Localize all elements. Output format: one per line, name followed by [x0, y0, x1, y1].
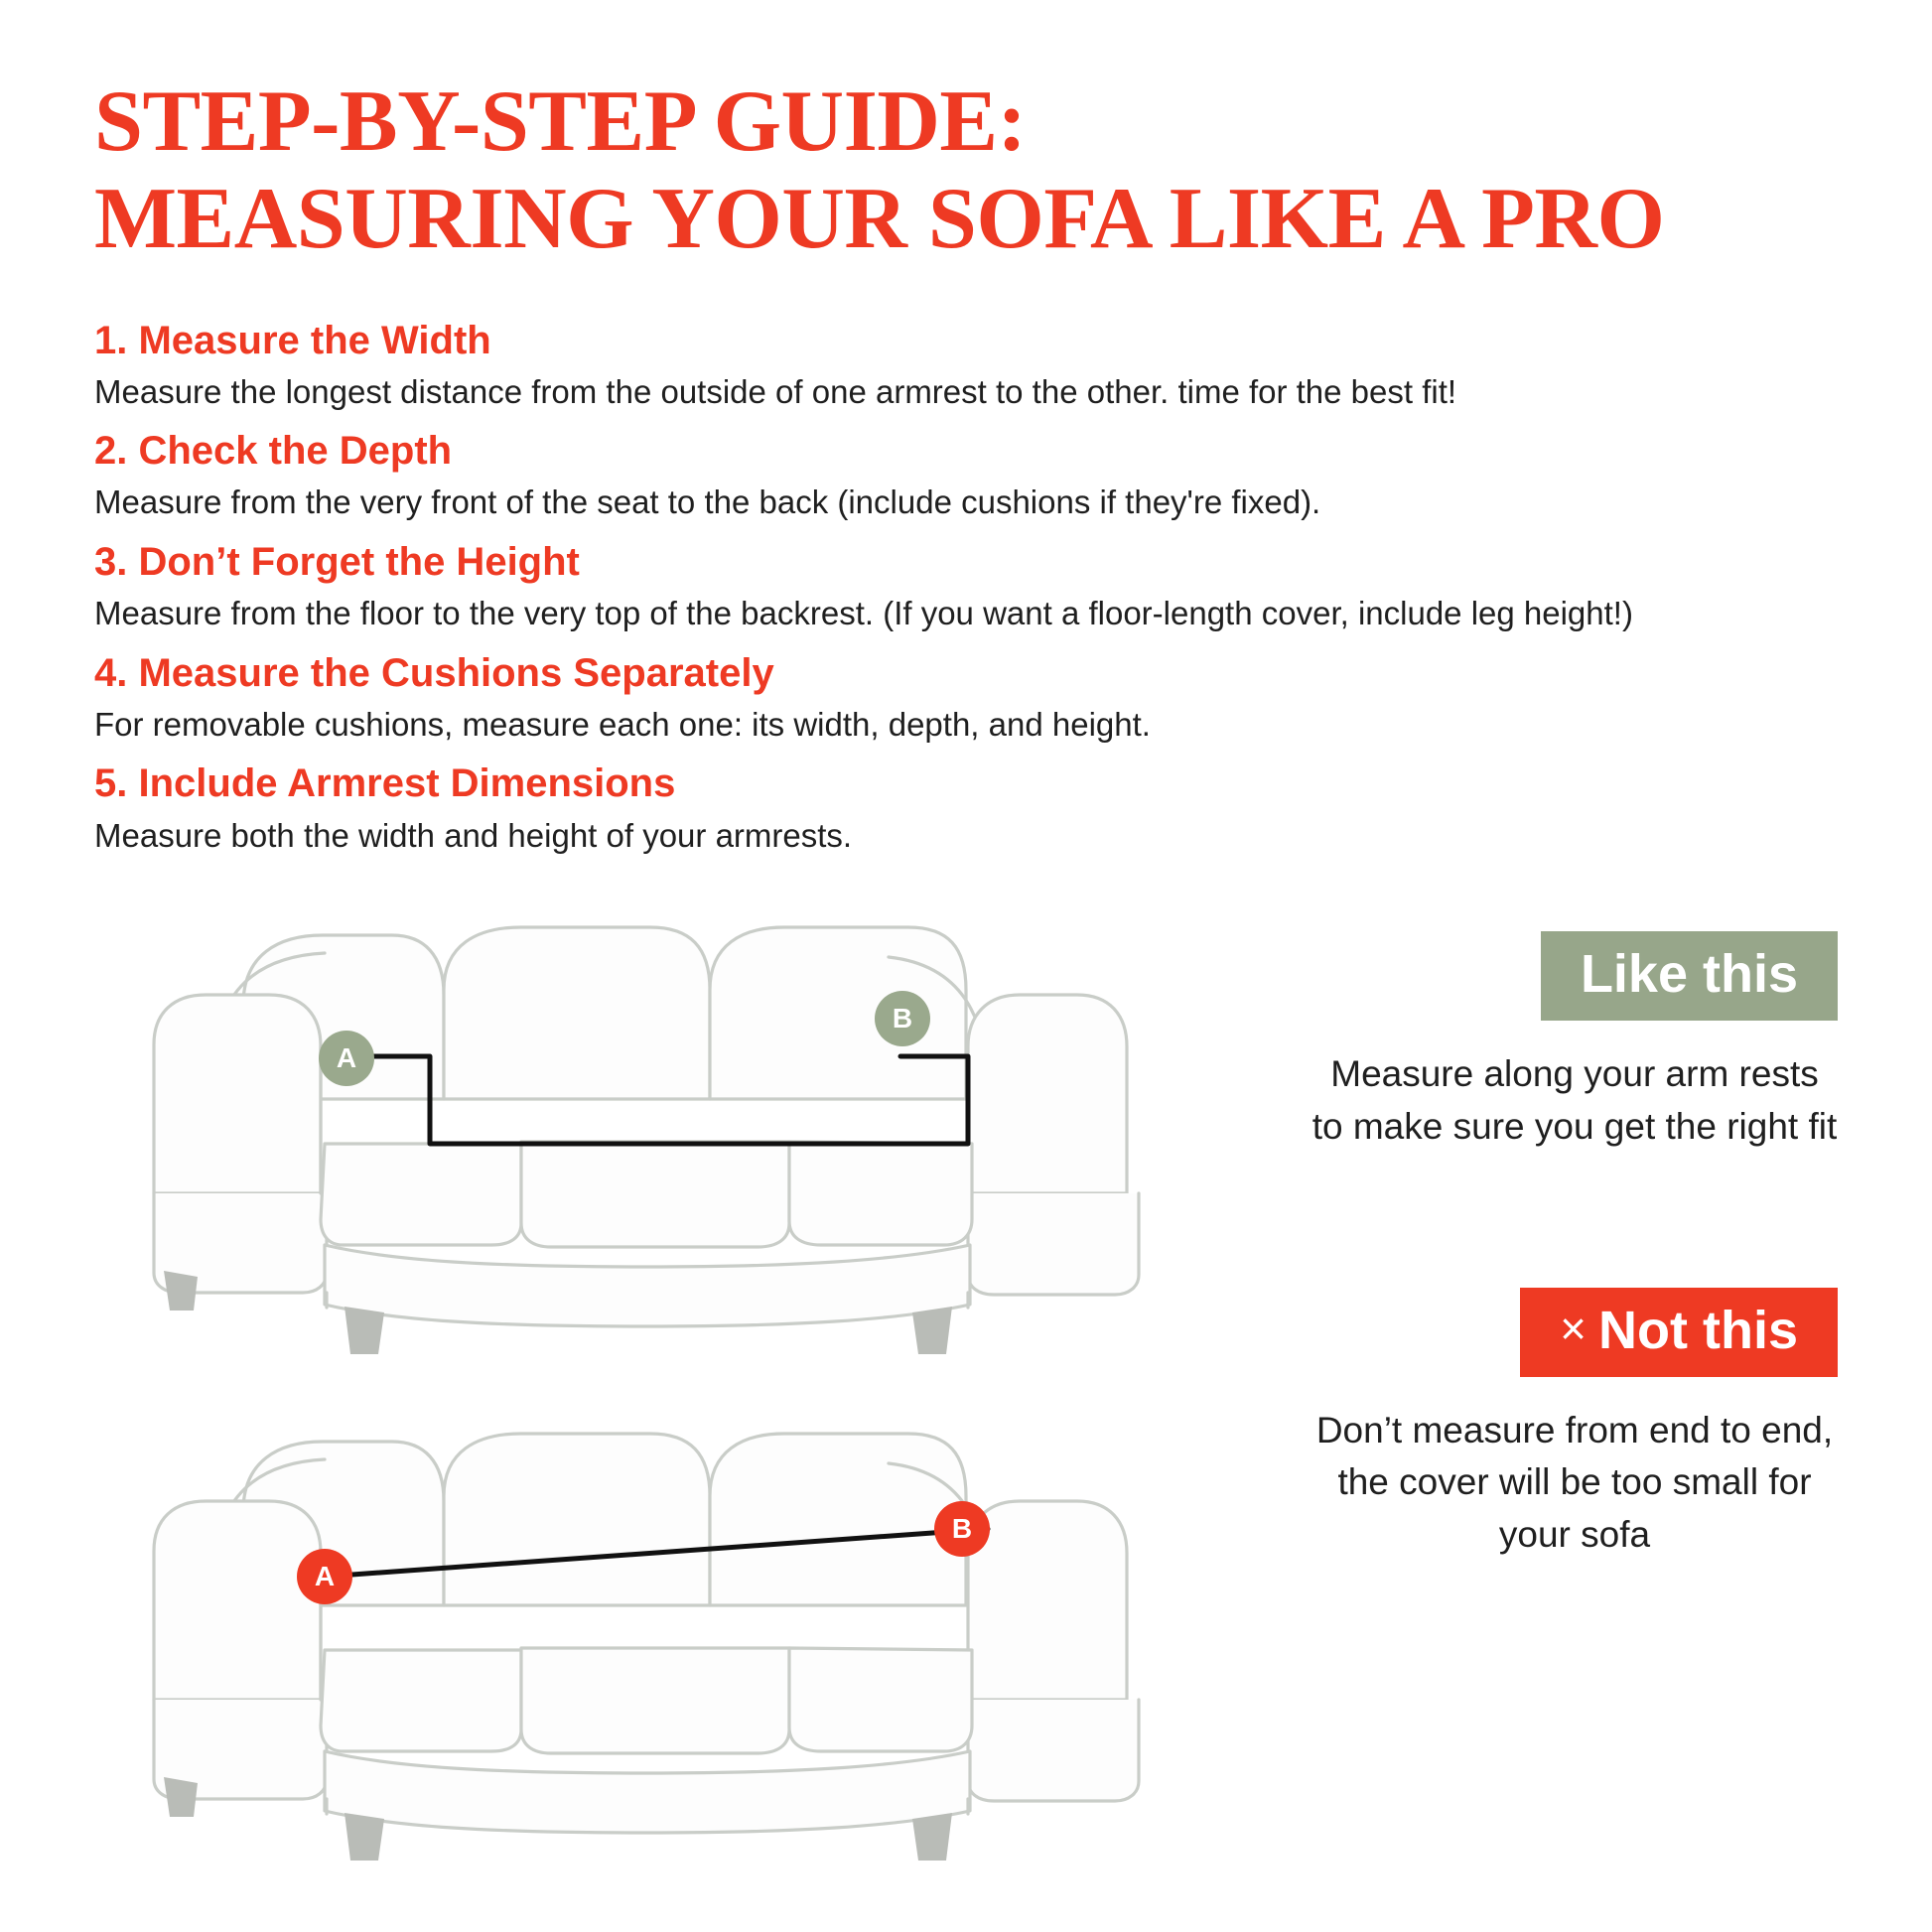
step-item: [94, 648, 1838, 748]
callout-chip-like-this: [1541, 931, 1838, 1021]
page-title-line-1: STEP-BY-STEP GUIDE:: [94, 73, 1027, 170]
step-body: For removable cushions, measure each one: its width, depth, and height.: [94, 705, 1151, 743]
step-heading: 3. Don’t Forget the Height: [94, 539, 580, 584]
step-heading: 1. Measure the Width: [94, 318, 491, 362]
step-body: Measure from the floor to the very top of the backrest. (If you want a floor-length cover, include leg height!): [94, 595, 1633, 632]
sofa-illustration-correct: [94, 896, 1167, 1362]
callout-like-this: [1236, 931, 1838, 1153]
illustration-section: [94, 896, 1838, 1868]
close-icon: ×: [1560, 1302, 1587, 1354]
badge-b-correct: B: [875, 991, 930, 1046]
badge-b-incorrect: B: [934, 1501, 990, 1557]
page-title-line-2: MEASURING YOUR SOFA LIKE A PRO: [94, 170, 1665, 267]
callout-not-this: [1236, 1288, 1838, 1562]
callout-chip-label: Not this: [1598, 1300, 1798, 1360]
step-body: Measure the longest distance from the outside of one armrest to the other. time for the best fit!: [94, 372, 1457, 410]
step-heading: 2. Check the Depth: [94, 429, 453, 474]
step-heading: 4. Measure the Cushions Separately: [94, 650, 774, 695]
callout-column: [1216, 896, 1838, 1868]
step-body: Measure both the width and height of your armrests.: [94, 816, 853, 854]
sofa-diagram-incorrect: [94, 1402, 1167, 1868]
title-block: [94, 0, 1838, 267]
step-item: [94, 759, 1838, 858]
callout-chip-label: Like this: [1580, 944, 1798, 1005]
sofa-diagram-correct: [94, 896, 1167, 1362]
step-item: [94, 537, 1838, 636]
badge-a-incorrect: A: [297, 1549, 352, 1604]
sofa-illustration-incorrect: [94, 1402, 1167, 1868]
steps-list: [94, 316, 1838, 859]
step-item: [94, 426, 1838, 525]
sofa-diagram-column: [94, 896, 1216, 1868]
step-heading: 5. Include Armrest Dimensions: [94, 761, 676, 806]
callout-text-like-this: Measure along your arm rests to make sure you get the right fit: [1311, 1053, 1838, 1148]
step-item: [94, 316, 1838, 415]
callout-chip-not-this: [1520, 1288, 1838, 1377]
badge-a-correct: A: [319, 1031, 374, 1086]
step-body: Measure from the very front of the seat to the back (include cushions if they're fixed).: [94, 483, 1321, 521]
callout-text-not-this: Don’t measure from end to end, the cover will be too small for your sofa: [1315, 1409, 1834, 1555]
